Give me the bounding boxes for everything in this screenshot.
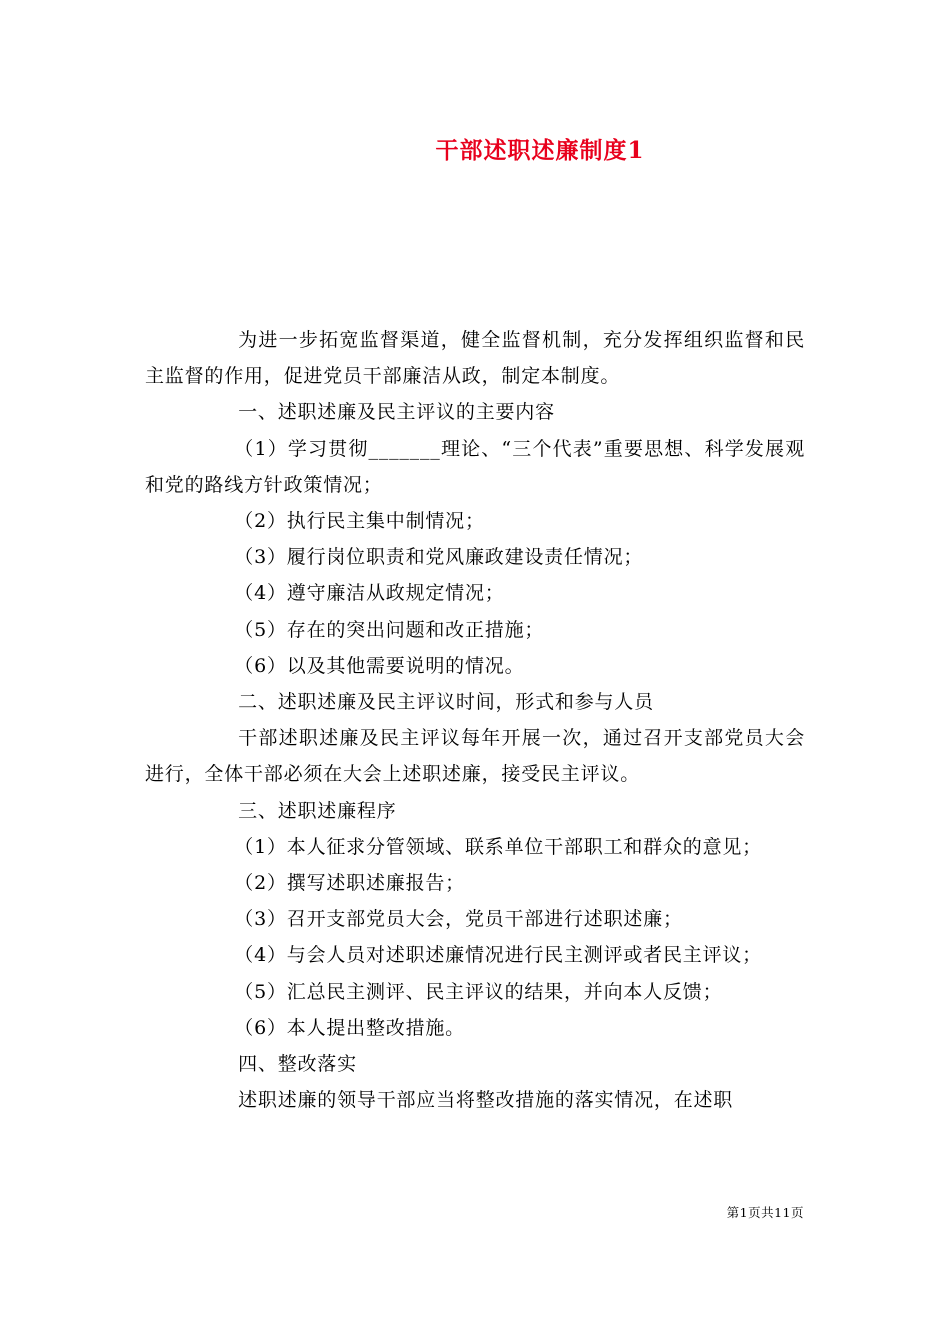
list-item: （6）以及其他需要说明的情况。	[234, 654, 525, 677]
list-item: （3）召开支部党员大会，党员干部进行述职述廉；	[234, 908, 683, 931]
document-title: 干部述职述廉制度1	[435, 137, 645, 164]
list-item: （5）存在的突出问题和改正措施；	[234, 618, 545, 641]
section-heading-4: 四、整改落实	[238, 1053, 357, 1076]
list-item: （1）学习贯彻_______理论、“三个代表”重要思想、科学发展观和党的路线方针政策情况；	[145, 437, 805, 496]
section-heading-1: 一、述职述廉及民主评议的主要内容	[238, 401, 555, 424]
document-body	[145, 322, 805, 1118]
list-item: （1）本人征求分管领域、联系单位干部职工和群众的意见；	[234, 835, 762, 858]
section-heading-3: 三、述职述廉程序	[238, 799, 397, 822]
list-item: （4）遵守廉洁从政规定情况；	[234, 582, 505, 605]
list-item: （3）履行岗位职责和党风廉政建设责任情况；	[234, 546, 644, 569]
list-item: （2）撰写述职述廉报告；	[234, 872, 465, 895]
page-number-footer: 第1页共11页	[726, 1205, 804, 1220]
body-paragraph: 述职述廉的领导干部应当将整改措施的落实情况，在述职	[238, 1089, 734, 1112]
list-item: （4）与会人员对述职述廉情况进行民主测评或者民主评议；	[234, 944, 762, 967]
list-item: （5）汇总民主测评、民主评议的结果，并向本人反馈；	[234, 980, 723, 1003]
intro-paragraph: 为进一步拓宽监督渠道，健全监督机制，充分发挥组织监督和民主监督的作用，促进党员干部廉洁从政，制定本制度。	[145, 329, 805, 388]
section-heading-2: 二、述职述廉及民主评议时间，形式和参与人员	[238, 691, 654, 714]
list-item: （6）本人提出整改措施。	[234, 1016, 465, 1039]
body-paragraph: 干部述职述廉及民主评议每年开展一次，通过召开支部党员大会进行，全体干部必须在大会上述职述廉，接受民主评议。	[145, 727, 805, 786]
list-item: （2）执行民主集中制情况；	[234, 510, 485, 533]
